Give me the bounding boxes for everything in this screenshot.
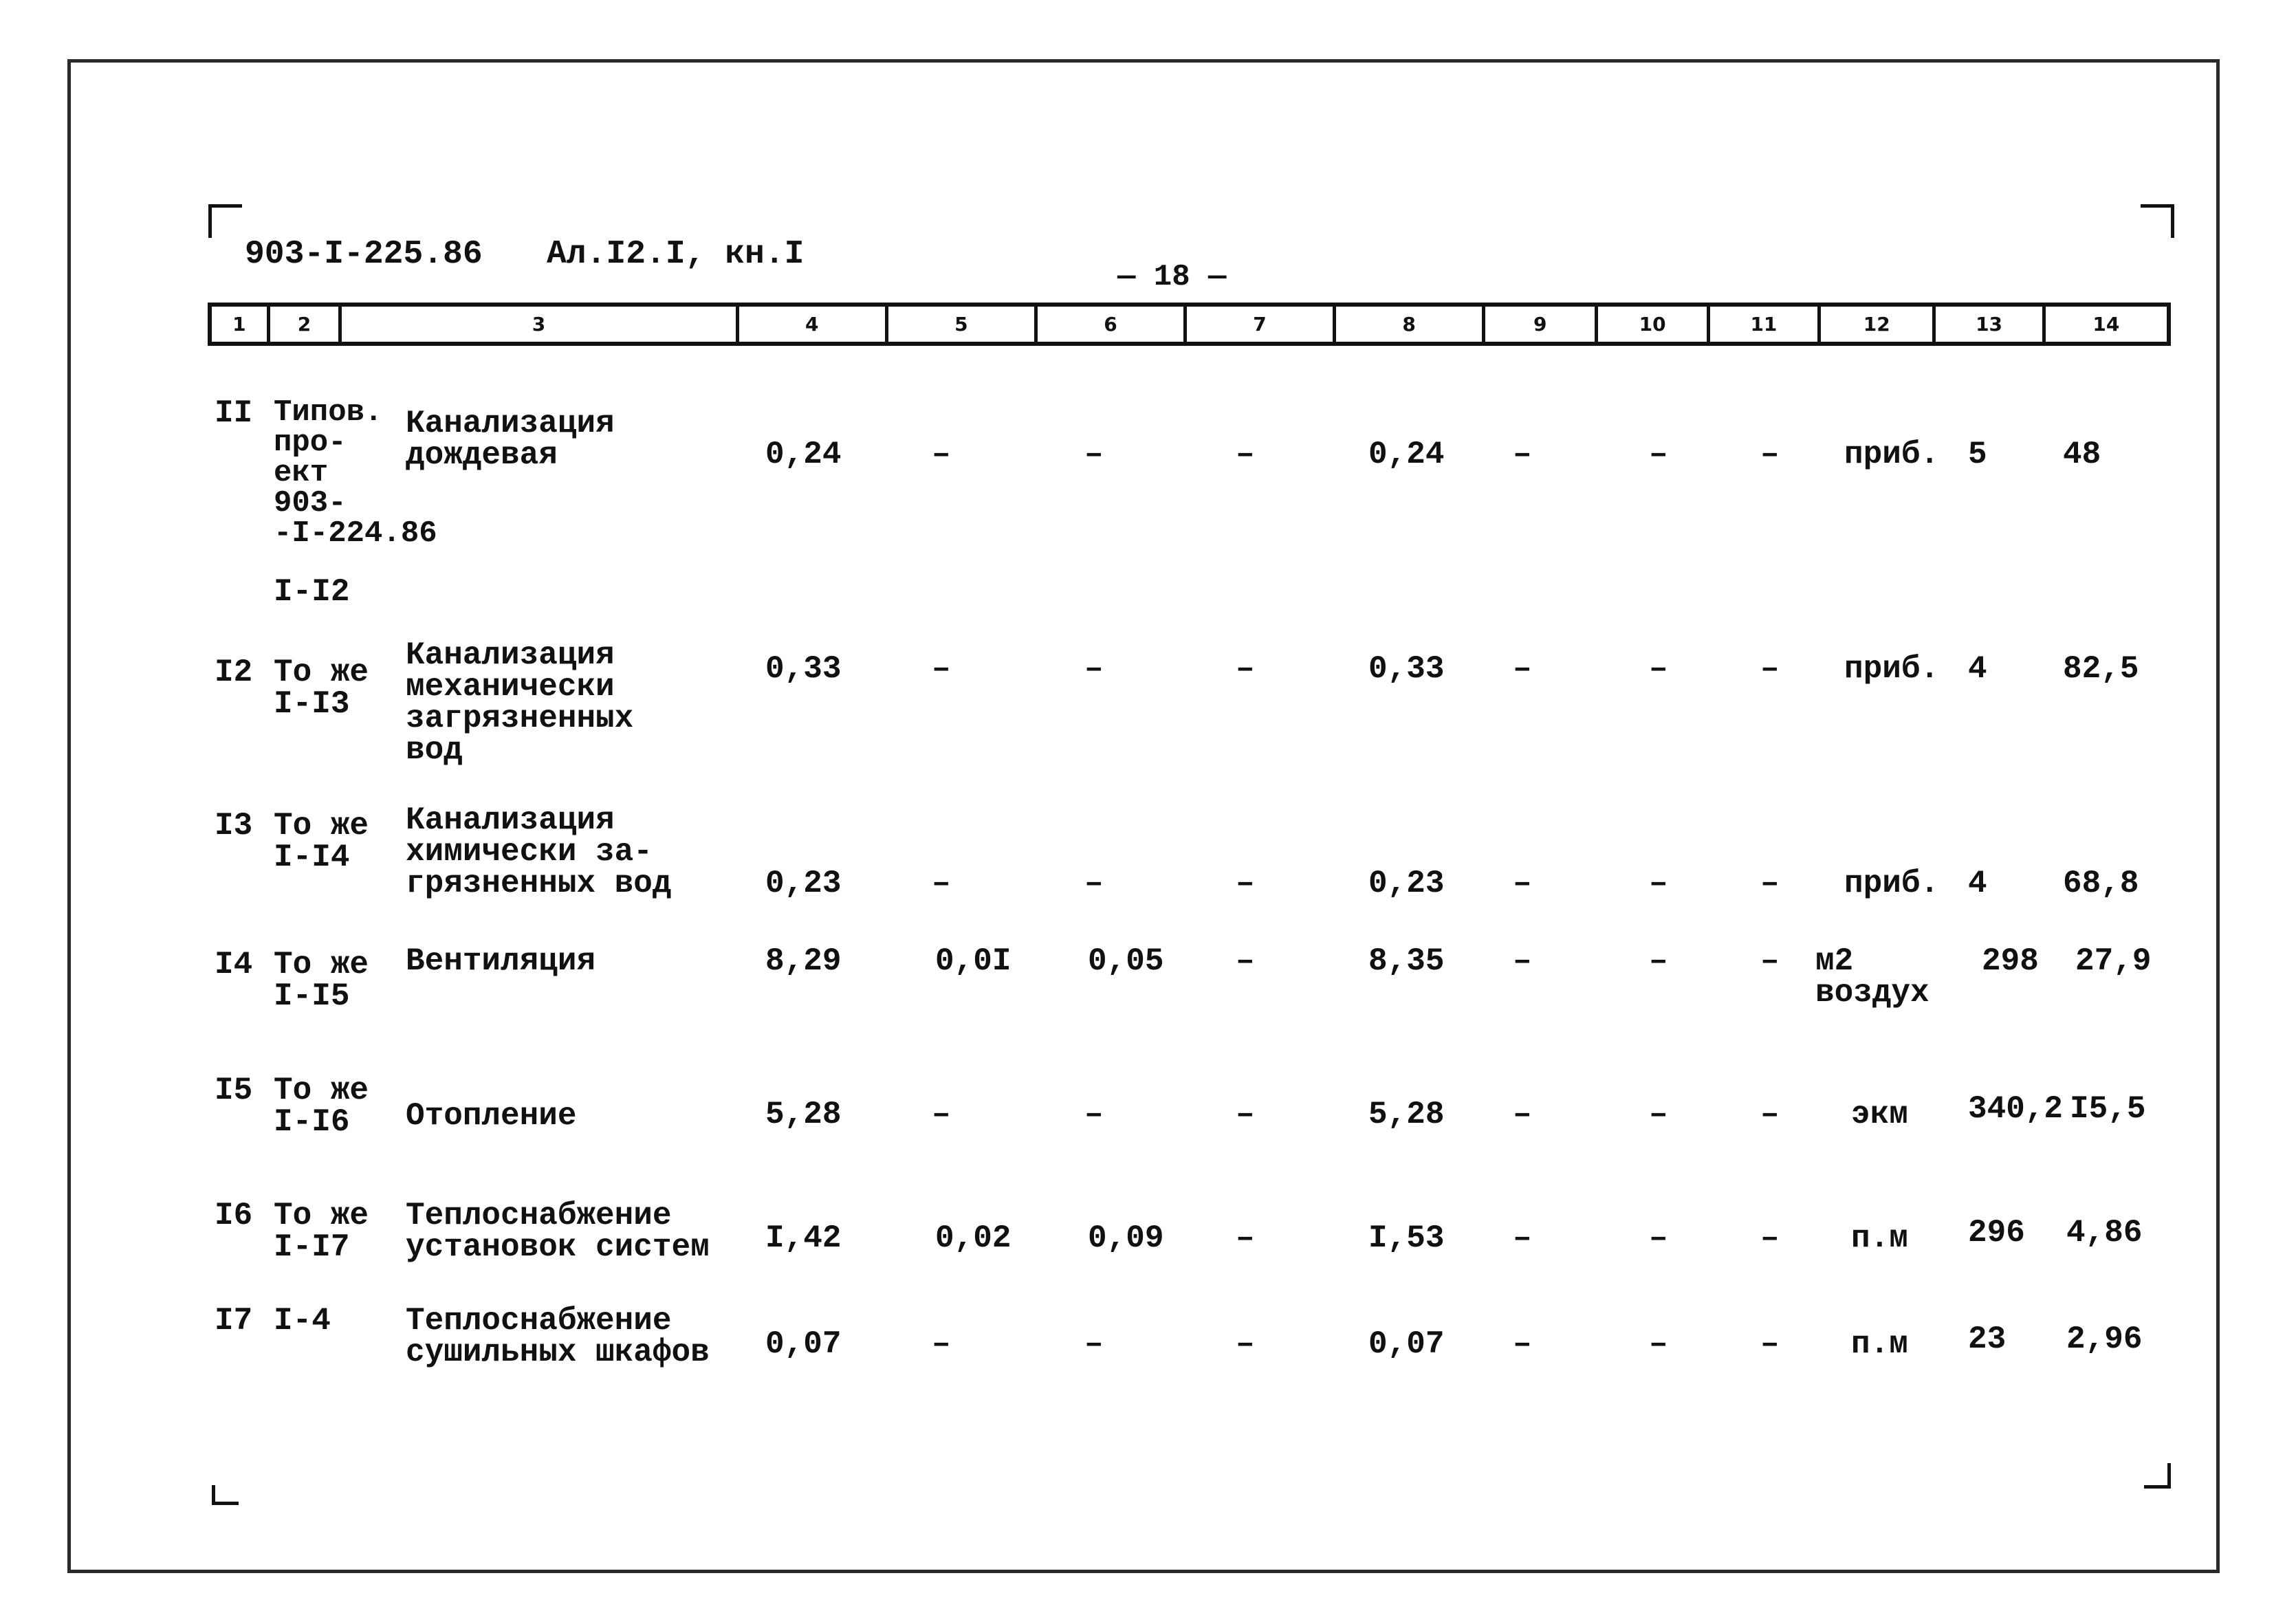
- col-head-1: 1: [212, 307, 270, 342]
- cell-unit: приб.: [1844, 866, 1940, 901]
- row-reference-range: I-I2: [274, 574, 350, 610]
- cell-c11: –: [1760, 1097, 1780, 1132]
- row-number: I7: [215, 1303, 253, 1339]
- cell-c7: –: [1236, 1097, 1255, 1132]
- cell-c11: –: [1760, 437, 1780, 472]
- cell-c13: 340,2: [1968, 1091, 2064, 1127]
- cell-c10: –: [1649, 943, 1668, 979]
- cell-c8: 0,33: [1368, 651, 1445, 687]
- cell-c6: –: [1084, 866, 1104, 901]
- cell-c13: 5: [1968, 437, 1987, 472]
- cell-c9: –: [1513, 1326, 1532, 1362]
- cell-c4: 0,33: [765, 651, 842, 687]
- cell-unit: приб.: [1844, 651, 1940, 687]
- cell-c6: –: [1084, 1097, 1104, 1132]
- row-name: Канализация химически за- грязненных вод: [406, 802, 672, 901]
- cell-unit: м2 воздух: [1815, 943, 1929, 1011]
- col-head-14: 14: [2092, 313, 2120, 336]
- page-number: — 18 —: [1117, 260, 1227, 294]
- cell-c9: –: [1513, 437, 1532, 472]
- row-name: Канализация механически загрязненных вод: [406, 637, 634, 768]
- col-head-3: 3: [342, 307, 739, 342]
- cell-c4: I,42: [765, 1220, 842, 1256]
- cell-c5: –: [932, 1326, 951, 1362]
- col-head-7: 7: [1187, 307, 1336, 342]
- cell-c5: 0,02: [935, 1220, 1012, 1256]
- cell-c10: –: [1649, 1097, 1668, 1132]
- cell-c4: 5,28: [765, 1097, 842, 1132]
- col-head-9: 9: [1485, 307, 1598, 342]
- cell-c11: –: [1760, 651, 1780, 687]
- row-name: Теплоснабжение сушильных шкафов: [406, 1303, 710, 1370]
- col-head-4: 4: [739, 307, 888, 342]
- cell-c9: –: [1513, 651, 1532, 687]
- row-reference: То же I-I4: [274, 808, 369, 875]
- row-number: I6: [215, 1198, 253, 1233]
- row-number: I5: [215, 1073, 253, 1108]
- cell-c9: –: [1513, 943, 1532, 979]
- row-reference: I-4: [274, 1303, 331, 1339]
- document-code: 903-I-225.86: [245, 236, 483, 273]
- cell-c10: –: [1649, 1220, 1668, 1256]
- cell-c8: I,53: [1368, 1220, 1445, 1256]
- cell-c11: –: [1760, 943, 1780, 979]
- cell-c13: 4: [1968, 651, 1987, 687]
- row-name: Канализация дождевая: [406, 406, 615, 473]
- cell-c8: 0,24: [1368, 437, 1445, 472]
- cell-c9: –: [1513, 1097, 1532, 1132]
- cell-c5: –: [932, 866, 951, 901]
- cell-c8: 5,28: [1368, 1097, 1445, 1132]
- cell-c13: 4: [1968, 866, 1987, 901]
- cell-c6: 0,05: [1088, 943, 1164, 979]
- row-number: I3: [215, 808, 253, 844]
- cell-c8: 8,35: [1368, 943, 1445, 979]
- col-head-11: 11: [1710, 307, 1821, 342]
- cell-unit: экм: [1851, 1097, 1908, 1132]
- col-head-2: 2: [270, 307, 342, 342]
- cell-c13: 298: [1982, 943, 2039, 979]
- cell-c14: 82,5: [2063, 651, 2139, 687]
- cell-unit: п.м: [1851, 1326, 1908, 1362]
- cell-c7: –: [1236, 866, 1255, 901]
- cell-c6: –: [1084, 651, 1104, 687]
- cell-unit: приб.: [1844, 437, 1940, 472]
- column-number-header: [208, 303, 2171, 346]
- col-head-13: 13: [1936, 307, 2045, 342]
- row-name: Теплоснабжение установок систем: [406, 1198, 710, 1265]
- col-head-5: 5: [888, 307, 1038, 342]
- cell-c6: –: [1084, 1326, 1104, 1362]
- cell-c5: –: [932, 437, 951, 472]
- cell-c5: 0,0I: [935, 943, 1012, 979]
- cell-c9: –: [1513, 866, 1532, 901]
- row-number: II: [215, 395, 253, 431]
- cell-c11: –: [1760, 1326, 1780, 1362]
- col-head-6: 6: [1038, 307, 1187, 342]
- row-reference: То же I-I7: [274, 1198, 369, 1265]
- row-reference: То же I-I3: [274, 655, 369, 722]
- col-head-10: 10: [1598, 307, 1709, 342]
- cell-c4: 8,29: [765, 943, 842, 979]
- cell-c14: 48: [2063, 437, 2101, 472]
- corner-mark-bottom-right: [2144, 1463, 2171, 1489]
- cell-c8: 0,23: [1368, 866, 1445, 901]
- cell-c7: –: [1236, 943, 1255, 979]
- cell-c9: –: [1513, 1220, 1532, 1256]
- col-head-12: 12: [1821, 307, 1936, 342]
- row-reference: То же I-I6: [274, 1073, 369, 1140]
- cell-unit: п.м: [1851, 1220, 1908, 1256]
- cell-c6: –: [1084, 437, 1104, 472]
- cell-c14: 4,86: [2066, 1215, 2143, 1251]
- cell-c10: –: [1649, 866, 1668, 901]
- cell-c4: 0,23: [765, 866, 842, 901]
- cell-c11: –: [1760, 1220, 1780, 1256]
- cell-c8: 0,07: [1368, 1326, 1445, 1362]
- cell-c7: –: [1236, 651, 1255, 687]
- cell-c5: –: [932, 651, 951, 687]
- cell-c10: –: [1649, 651, 1668, 687]
- cell-c14: 27,9: [2075, 943, 2152, 979]
- row-name: Отопление: [406, 1098, 577, 1134]
- cell-c7: –: [1236, 437, 1255, 472]
- cell-c10: –: [1649, 1326, 1668, 1362]
- cell-c5: –: [932, 1097, 951, 1132]
- cell-c4: 0,07: [765, 1326, 842, 1362]
- cell-c4: 0,24: [765, 437, 842, 472]
- album-reference: Ал.I2.I, кн.I: [547, 236, 805, 273]
- cell-c13: 23: [1968, 1321, 2007, 1357]
- corner-mark-bottom-left: [212, 1485, 239, 1505]
- col-head-8: 8: [1336, 307, 1485, 342]
- cell-c11: –: [1760, 866, 1780, 901]
- row-number: I4: [215, 947, 253, 983]
- cell-c14: 2,96: [2066, 1321, 2143, 1357]
- cell-c10: –: [1649, 437, 1668, 472]
- row-name: Вентиляция: [406, 943, 596, 979]
- corner-mark-top-right: [2141, 204, 2174, 238]
- row-reference: То же I-I5: [274, 947, 369, 1014]
- cell-c7: –: [1236, 1220, 1255, 1256]
- row-reference: Типов. про- ект 903- -I-224.86: [274, 395, 437, 551]
- cell-c14: 68,8: [2063, 866, 2139, 901]
- row-number: I2: [215, 655, 253, 690]
- cell-c6: 0,09: [1088, 1220, 1164, 1256]
- cell-c14: I5,5: [2070, 1091, 2146, 1127]
- cell-c7: –: [1236, 1326, 1255, 1362]
- corner-mark-top-left: [208, 204, 242, 238]
- cell-c13: 296: [1968, 1215, 2025, 1251]
